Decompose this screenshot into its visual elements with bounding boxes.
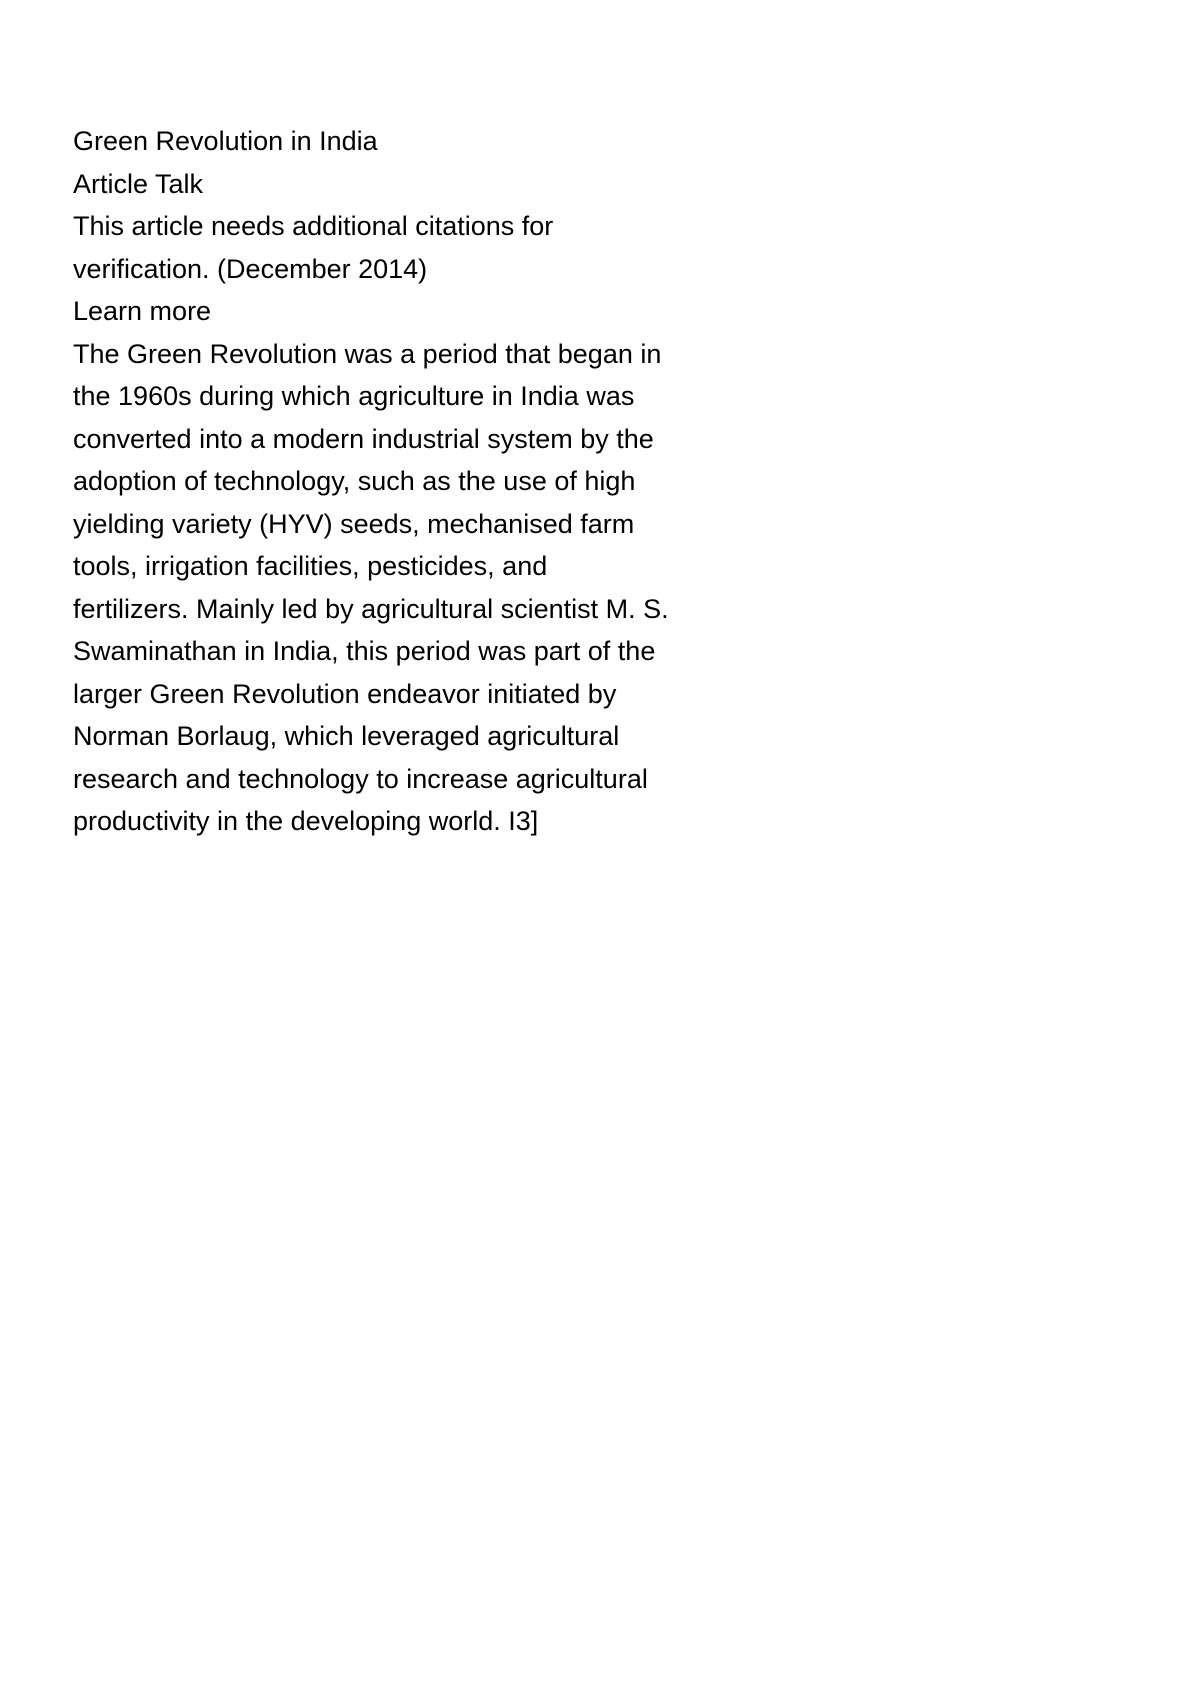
notice-line-1: This article needs additional citations for	[73, 211, 554, 241]
body-line: Swaminathan in India, this period was part of the	[73, 636, 656, 666]
body-line: productivity in the developing world. I3]	[73, 806, 539, 836]
body-line: The Green Revolution was a period that began in	[73, 338, 662, 369]
notice-line-2: verification. (December 2014)	[73, 253, 428, 284]
body-line: larger Green Revolution endeavor initiated by	[73, 678, 617, 709]
learn-more-link[interactable]: Learn more	[73, 296, 212, 326]
body-line: tools, irrigation facilities, pesticides, and	[73, 551, 548, 581]
body-line: Norman Borlaug, which leveraged agricultural	[73, 721, 620, 751]
body-line: fertilizers. Mainly led by agricultural scientist M. S.	[73, 593, 669, 624]
article-tabs	[73, 163, 713, 206]
body-line: converted into a modern industrial system by the	[73, 423, 654, 454]
citation-notice	[73, 205, 713, 290]
tab-talk[interactable]: Talk	[155, 168, 204, 199]
body-line: the 1960s during which agriculture in India was	[73, 381, 635, 411]
body-line: research and technology to increase agricultural	[73, 763, 648, 794]
document-page	[73, 120, 713, 843]
article-body	[73, 333, 713, 843]
body-line: adoption of technology, such as the use of high	[73, 466, 636, 496]
page-title: Green Revolution in India	[73, 126, 378, 156]
body-line: yielding variety (HYV) seeds, mechanised farm	[73, 508, 635, 539]
tab-article[interactable]: Article	[73, 168, 149, 199]
